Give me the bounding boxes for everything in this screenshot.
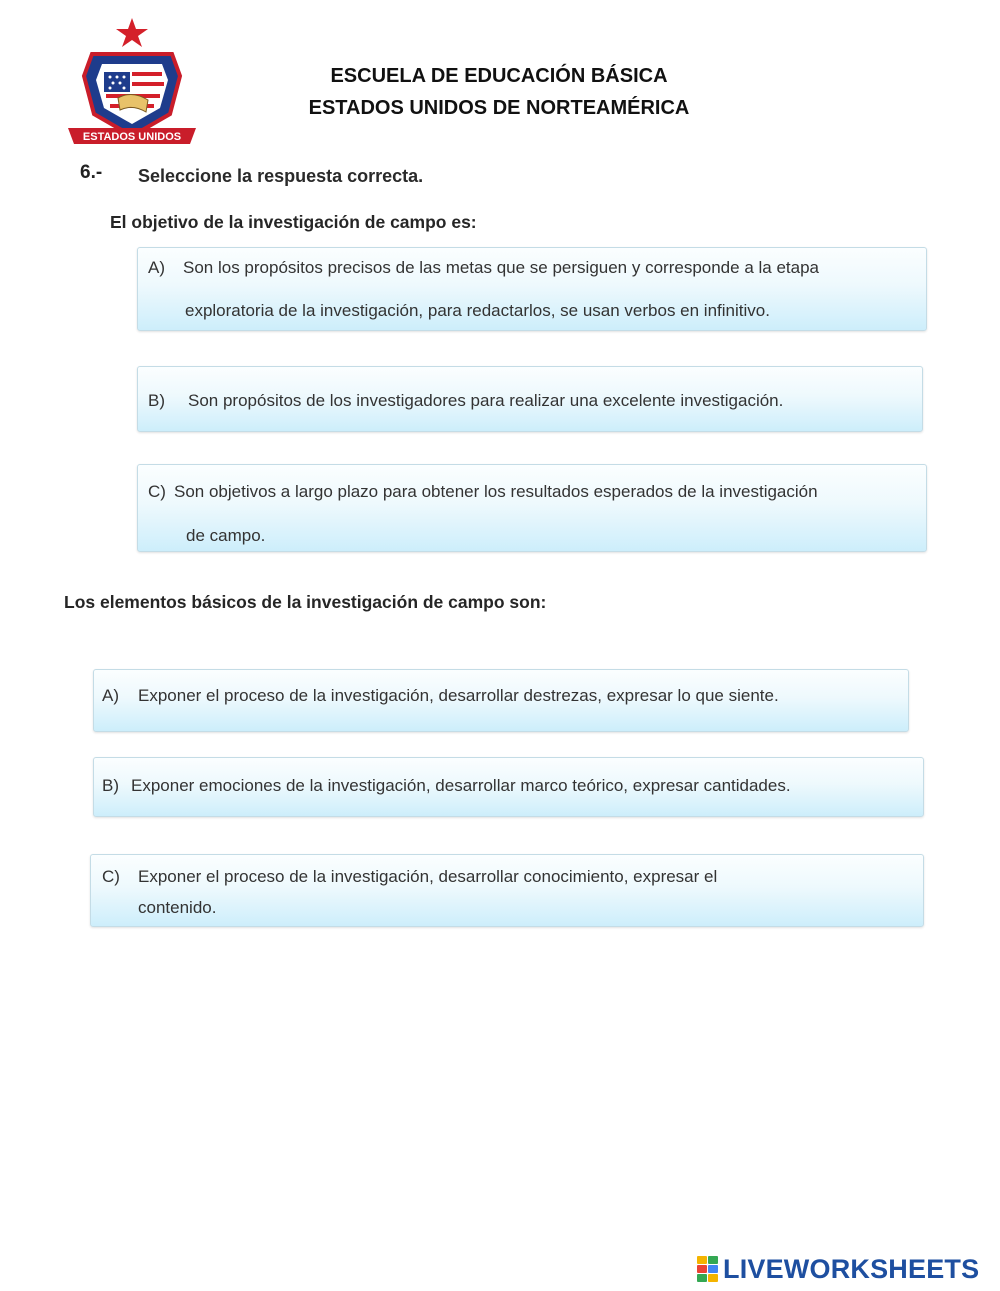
q1-option-a[interactable] <box>137 247 927 331</box>
option-letter: A) <box>148 258 165 277</box>
q1-prompt: El objetivo de la investigación de campo es: <box>110 212 477 232</box>
q1-option-c[interactable] <box>137 464 927 552</box>
option-text-line1: Exponer emociones de la investigación, desarrollar marco teórico, expresar cantidades. <box>131 776 791 795</box>
option-text-line2: contenido. <box>138 898 217 917</box>
brand-logo-icon <box>697 1256 719 1282</box>
option-text-line1: Son los propósitos precisos de las metas que se persiguen y corresponde a la etapa <box>183 258 819 277</box>
liveworksheets-brand <box>697 1252 979 1286</box>
option-text-line2: exploratoria de la investigación, para redactarlos, se usan verbos en infinitivo. <box>185 301 770 320</box>
school-name-line2: ESTADOS UNIDOS DE NORTEAMÉRICA <box>308 97 690 119</box>
q2-option-c[interactable] <box>90 854 924 927</box>
school-logo <box>62 16 202 146</box>
option-letter: C) <box>102 867 120 886</box>
logo-banner-text: ESTADOS UNIDOS <box>82 131 182 143</box>
brand-text: LIVEWORKSHEETS <box>723 1253 980 1284</box>
option-letter: C) <box>148 482 166 501</box>
question-number: 6.- <box>80 162 103 183</box>
q2-option-a[interactable] <box>93 669 909 732</box>
option-letter: B) <box>102 776 119 795</box>
option-text-line1: Exponer el proceso de la investigación, desarrollar conocimiento, expresar el <box>138 867 718 886</box>
school-name-line1: ESCUELA DE EDUCACIÓN BÁSICA <box>330 65 668 87</box>
school-header <box>200 60 798 124</box>
option-text-line1: Exponer el proceso de la investigación, desarrollar destrezas, expresar lo que siente. <box>138 686 779 705</box>
q1-option-b[interactable] <box>137 366 923 432</box>
option-text-line1: Son objetivos a largo plazo para obtener los resultados esperados de la investigación <box>174 482 818 501</box>
q2-prompt: Los elementos básicos de la investigación de campo son: <box>64 592 547 612</box>
option-text-line2: de campo. <box>186 526 266 545</box>
q2-option-b[interactable] <box>93 757 924 817</box>
option-letter: A) <box>102 686 119 705</box>
question-instruction: Seleccione la respuesta correcta. <box>138 166 424 186</box>
option-letter: B) <box>148 391 165 410</box>
option-text-line1: Son propósitos de los investigadores para realizar una excelente investigación. <box>188 391 784 410</box>
